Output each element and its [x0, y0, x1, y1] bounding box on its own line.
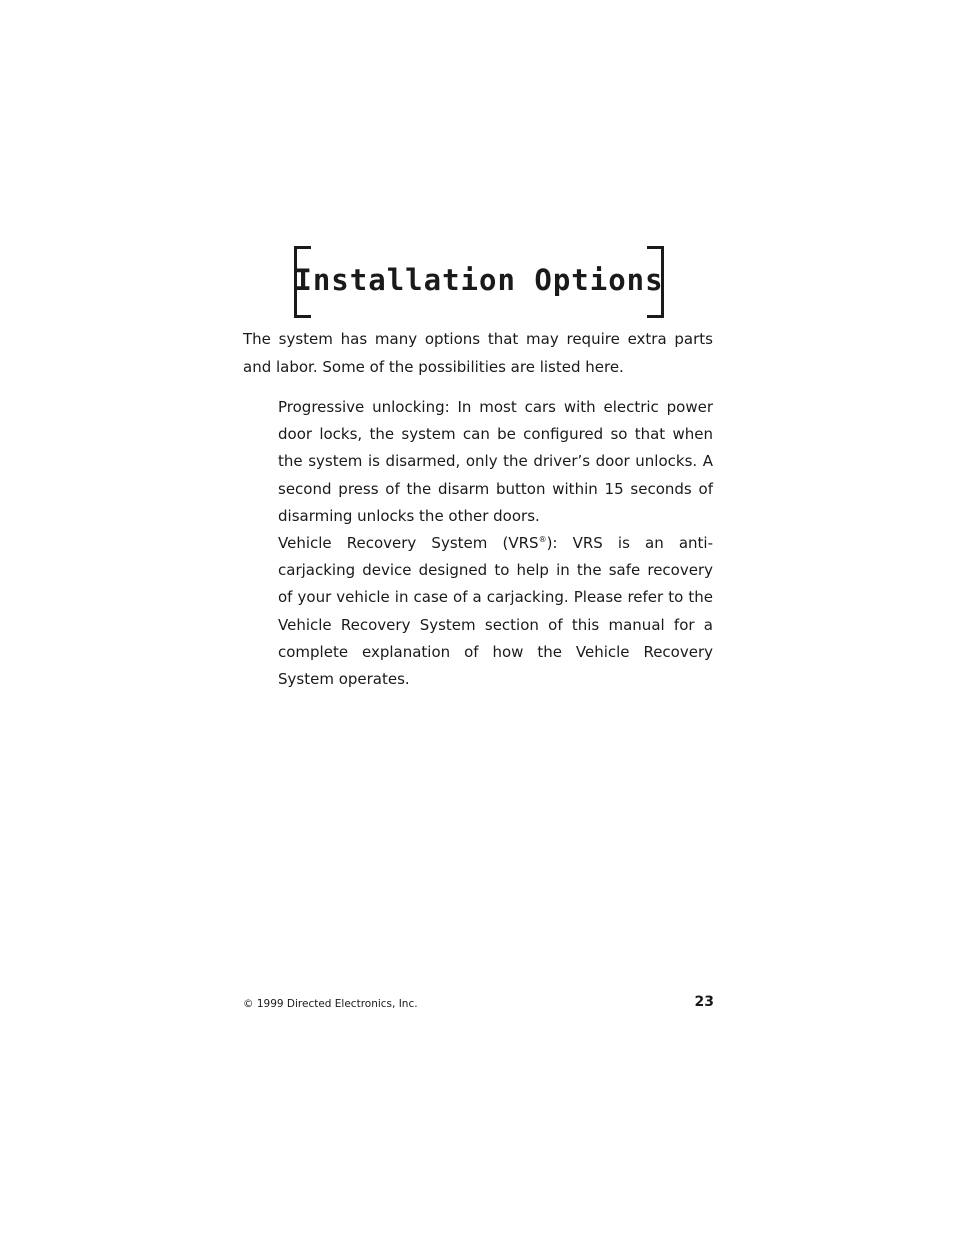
option-vrs-text-end: ): VRS is an anti-carjacking device designed to help in the safe recovery of your vehicle in case of a carjacking. Please refer to the Vehicle Recovery System section of this manual for a complete explanation of how the Vehicle Recovery System operates. [278, 534, 713, 689]
right-bracket-decoration [647, 246, 664, 318]
intro-paragraph: The system has many options that may require extra parts and labor. Some of the possibilities are listed here. [243, 330, 713, 376]
option-progressive-unlocking: Progressive unlocking: In most cars with electric power door locks, the system can be configured so that when the system is disarmed, only the driver’s door unlocks. A second press of the disarm button within 15 seconds of disarming unlocks the other doors. [278, 398, 713, 525]
registered-mark: ® [538, 535, 547, 545]
page-title: Installation Options [294, 263, 664, 297]
page-number: 23 [694, 994, 714, 1010]
option-vrs-text-start: Vehicle Recovery System (VRS [278, 534, 539, 553]
title-block [294, 246, 664, 316]
option-vehicle-recovery-system [278, 530, 713, 693]
footer-copyright: © 1999 Directed Electronics, Inc. [243, 998, 418, 1010]
options-list [278, 394, 713, 693]
